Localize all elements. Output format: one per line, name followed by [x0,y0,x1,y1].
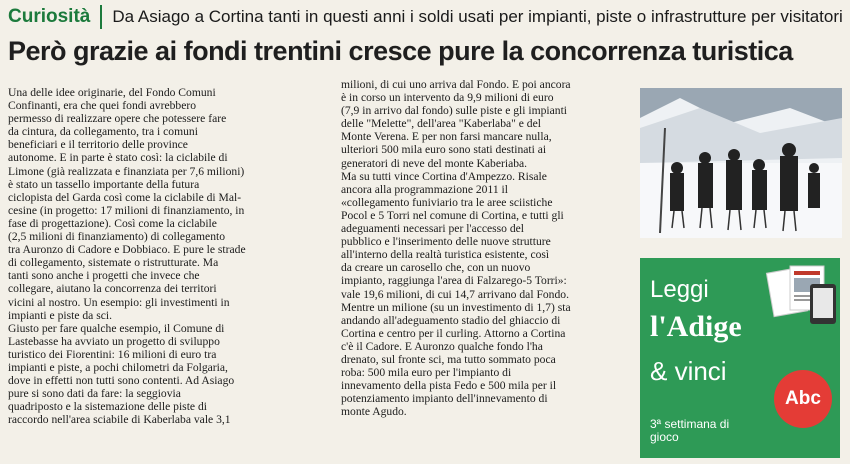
col1-line: di collegamento, sistemate o ristrutturate. Ma [8,256,219,270]
col2-line: potenziamento impianto dell'innevamento di [341,392,548,406]
article-column-1 [8,86,330,426]
kicker-title: Da Asiago a Cortina tanti in questi anni i soldi usati per impianti, piste o infrastrutture per visitatori [112,7,843,26]
section-label: Curiosità [8,6,91,27]
col1-line: (2,5 milioni di finanziamento) di collegamento [8,230,226,244]
col2-line: roba: 500 mila euro per l'impianto di [341,366,512,380]
col2-line: milioni, di cui uno arriva dal Fondo. E poi ancora [341,78,571,91]
col1-line: Giusto per fare qualche esempio, il Comune di [8,321,225,335]
col1-line: quadriposto e la sistemazione delle piste di [8,400,207,414]
ski-slope-photo [640,88,842,238]
ad-week-label: 3ª settimana di gioco [650,417,730,444]
col1-line: Una delle idee originarie, del Fondo Comuni [8,86,216,99]
col2-line: Cortina e centro per il curling. Attorno a Cortina [341,326,566,340]
col2-line: vale 19,6 milioni, di cui 14,7 arrivano dal Fondo. [341,287,569,301]
col1-line: da cintura, da collegamento, tra i comuni [8,125,198,139]
col1-line: tra Auronzo di Cadore e Dobbiaco. E pure le strade [8,243,246,257]
col2-line: andando all'adeguamento stadio del ghiaccio di [341,313,561,327]
col2-line: Pocol e 5 Torri nel comune di Cortina, e tutti gli [341,208,564,222]
col1-line: collegare, aiutano la concorrenza dei territori [8,282,217,296]
col1-line: Lastebasse ha avviato un progetto di sviluppo [8,334,220,348]
ad-line-vinci: & vinci [650,356,727,386]
col2-line: generatori di neve del monte Kaberiaba. [341,156,528,170]
col1-line: impianti e piste, a pochi chilometri da Folgaria, [8,360,228,374]
col2-line: all'interno della realtà turistica esistente, così [341,248,550,262]
col2-line: adeguamenti necessari per l'accesso del [341,222,524,236]
col1-line: beneficiari e il territorio delle province [8,138,188,152]
col2-line: «collegamento funiviario tra le aree sciistiche [341,195,553,209]
col2-line: Monte Verena. E per non farsi mancare nulla, [341,130,552,144]
col1-line: dove in effetti non tutti sono contenti. Ad Asiago [8,374,235,388]
ad-line-leggi: Leggi [650,276,709,303]
article-column-2 [341,78,631,418]
kicker-bar [0,0,850,34]
col1-line: cesine (in progetto: 17 milioni di finanziamento, in [8,203,245,217]
col2-line: delle "Melette", dell'area "Kaberlaba" e del [341,117,541,131]
col1-line: Confinanti, era che quei fondi avrebbero [8,99,197,113]
col1-line: autonome. E in parte è stato così: la ciclabile di [8,151,228,165]
col1-line: impianti e piste da sci. [8,308,112,322]
abc-badge-icon: Abc [774,370,832,428]
col1-line: tanti sono anche i progetti che invece che [8,269,200,283]
col1-line: Limone (già realizzata e finanziata per 7,6 milioni) [8,164,245,178]
col1-line: ciclopista del Garda così come la ciclabile di Mal- [8,190,242,204]
col1-line: raccordo nell'area sciabile di Kaberlaba vale 3,1 [8,413,231,427]
col2-line: è in corso un intervento da 9,9 milioni di euro [341,91,554,105]
col2-line: innevamento della pista Fedo e 500 mila per il [341,379,557,393]
promo-ad[interactable] [640,258,840,458]
col2-line: Mentre un milione (su un investimento di 1,7) sta [341,300,571,314]
col2-line: monte Agudo. [341,405,407,419]
col2-line: da creare un carosello che, con un nuovo [341,261,531,275]
col2-line: drenato, sul fronte sci, ma tutto sommato poca [341,352,556,366]
col1-line: permesso di realizzare opere che potessere fare [8,112,227,126]
headline: Però grazie ai fondi trentini cresce pure la concorrenza turistica [8,36,793,66]
col1-line: vicini al nostro. Un esempio: gli investimenti in [8,295,230,309]
col1-line: turistico dei Fiorentini: 16 milioni di euro tra [8,347,217,361]
kicker-divider [100,5,102,29]
ad-line-adige: l'Adige [650,310,742,343]
col2-line: Ma su tutti vince Cortina d'Ampezzo. Risale [341,169,547,183]
photo-illustration [640,88,842,238]
col1-line: fase di progettazione). Così come la ciclabile [8,216,217,230]
col1-line: è stato un tassello importante della futura [8,177,200,191]
col1-line: pure si sono dati da fare: la seggiovia [8,387,181,401]
col2-line: impianto, raggiunga l'area di Falzarego-5 Torri»: [341,274,567,288]
col2-line: pubblico e l'inserimento delle nuove strutture [341,235,551,249]
col2-line: ancora alla programmazione 2011 il [341,182,508,196]
col2-line: (7,9 in arrivo dal fondo) sulle piste e gli impianti [341,104,568,118]
col2-line: c'è il Cadore. E Auronzo qualche fondo l'ha [341,339,543,353]
newspaper-stack-icon [760,262,840,332]
col2-line: ulteriori 500 mila euro sono stati destinati ai [341,143,547,157]
